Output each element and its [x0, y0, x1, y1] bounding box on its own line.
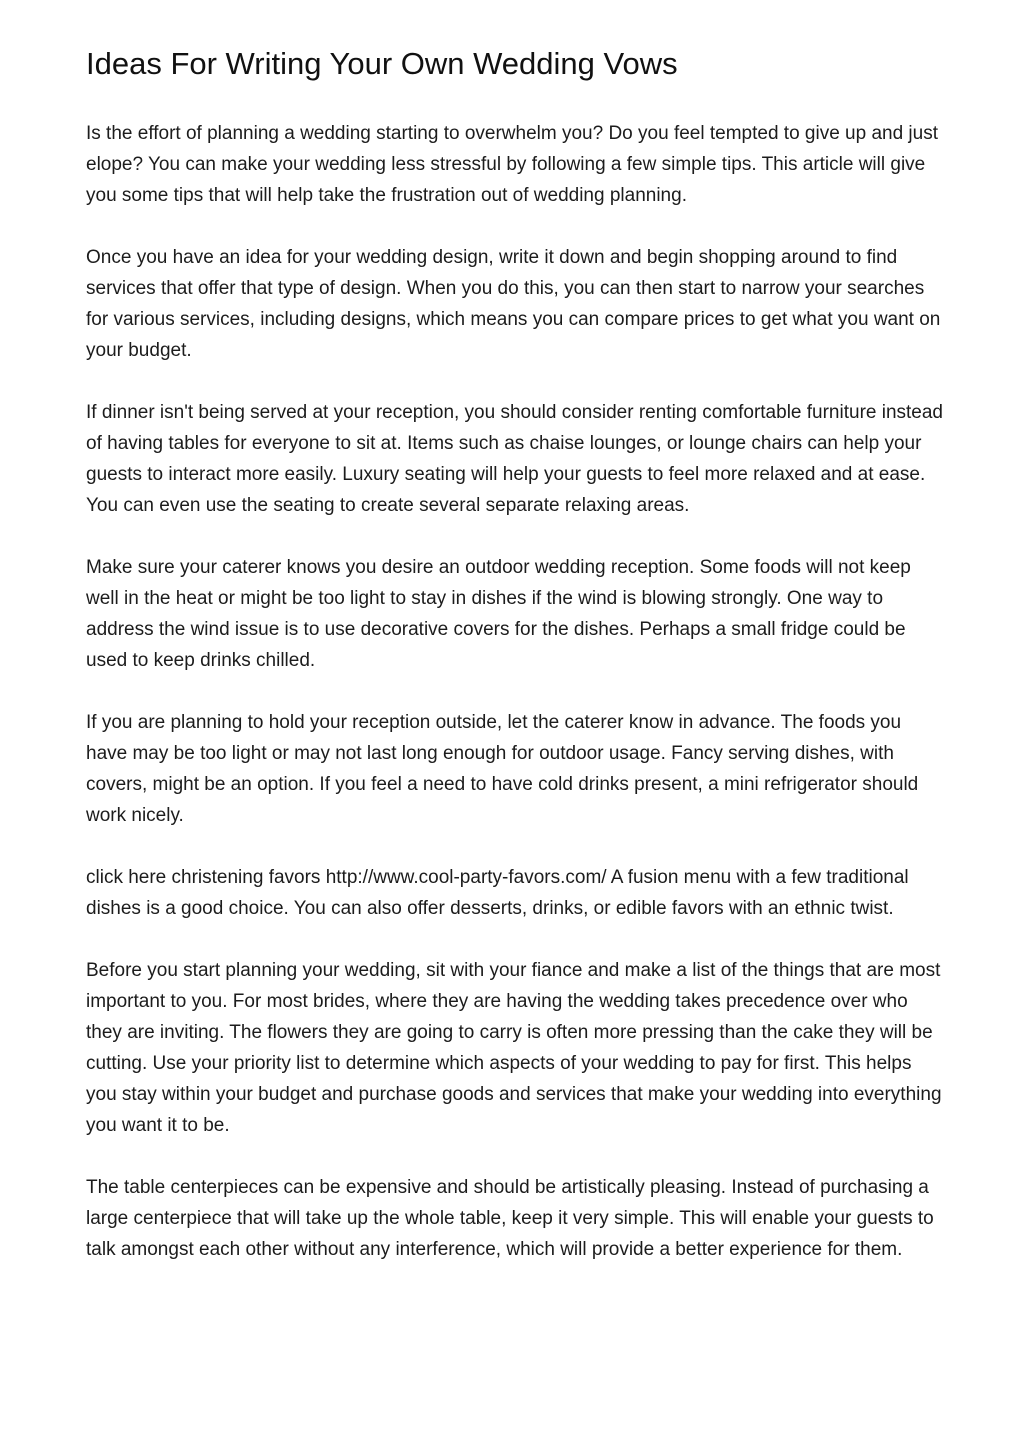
paragraph-outdoor-reception: If you are planning to hold your reception outside, let the caterer know in advance. The foods you have may be too light or may not last long enough for outdoor usage. Fancy serving dishes, with covers, might be an option. If you feel a need to have cold drinks present, a mini refrigerator should work nicely. — [86, 712, 919, 826]
paragraph-intro: Is the effort of planning a wedding starting to overwhelm you? Do you feel tempted to give up and just elope? You can make your wedding less stressful by following a few simple tips. This article will give you some tips that will help take the frustration out of wedding planning. — [86, 123, 939, 206]
paragraph-design: Once you have an idea for your wedding design, write it down and begin shopping around to find services that offer that type of design. When you do this, you can then start to narrow your searches for various services, including designs, which means you can compare prices to get what you want on your budget. — [86, 247, 941, 361]
paragraph-centerpieces: The table centerpieces can be expensive and should be artistically pleasing. Instead of purchasing a large centerpiece that will take up the whole table, keep it very simple. This will enable your guests to talk amongst each other without any interference, which will provide a better experience for them. — [86, 1177, 934, 1260]
paragraph-caterer: Make sure your caterer knows you desire an outdoor wedding reception. Some foods will not keep well in the heat or might be too light to stay in dishes if the wind is blowing strongly. One way to address the wind issue is to use decorative covers for the dishes. Perhaps a small fridge could be used to keep drinks chilled. — [86, 557, 911, 671]
paragraph-furniture: If dinner isn't being served at your reception, you should consider renting comfortable furniture instead of having tables for everyone to sit at. Items such as chaise lounges, or lounge chairs can help your guests to interact more easily. Luxury seating will help your guests to feel more relaxed and at ease. You can even use the seating to create several separate relaxing areas. — [86, 402, 944, 516]
document-body — [86, 118, 944, 1265]
paragraph-priorities: Before you start planning your wedding, sit with your fiance and make a list of the things that are most important to you. For most brides, where they are having the wedding takes precedence over who they are inviting. The flowers they are going to carry is often more pressing than the cake they will be cutting. Use your priority list to determine which aspects of your wedding to pay for first. This helps you stay within your budget and purchase goods and services that make your wedding into everything you want it to be. — [86, 960, 942, 1136]
document-title: Ideas For Writing Your Own Wedding Vows — [86, 46, 678, 81]
paragraph-fusion-menu: click here christening favors http://www.cool-party-favors.com/ A fusion menu with a few traditional dishes is a good choice. You can also offer desserts, drinks, or edible favors with an ethnic twist. — [86, 867, 909, 919]
